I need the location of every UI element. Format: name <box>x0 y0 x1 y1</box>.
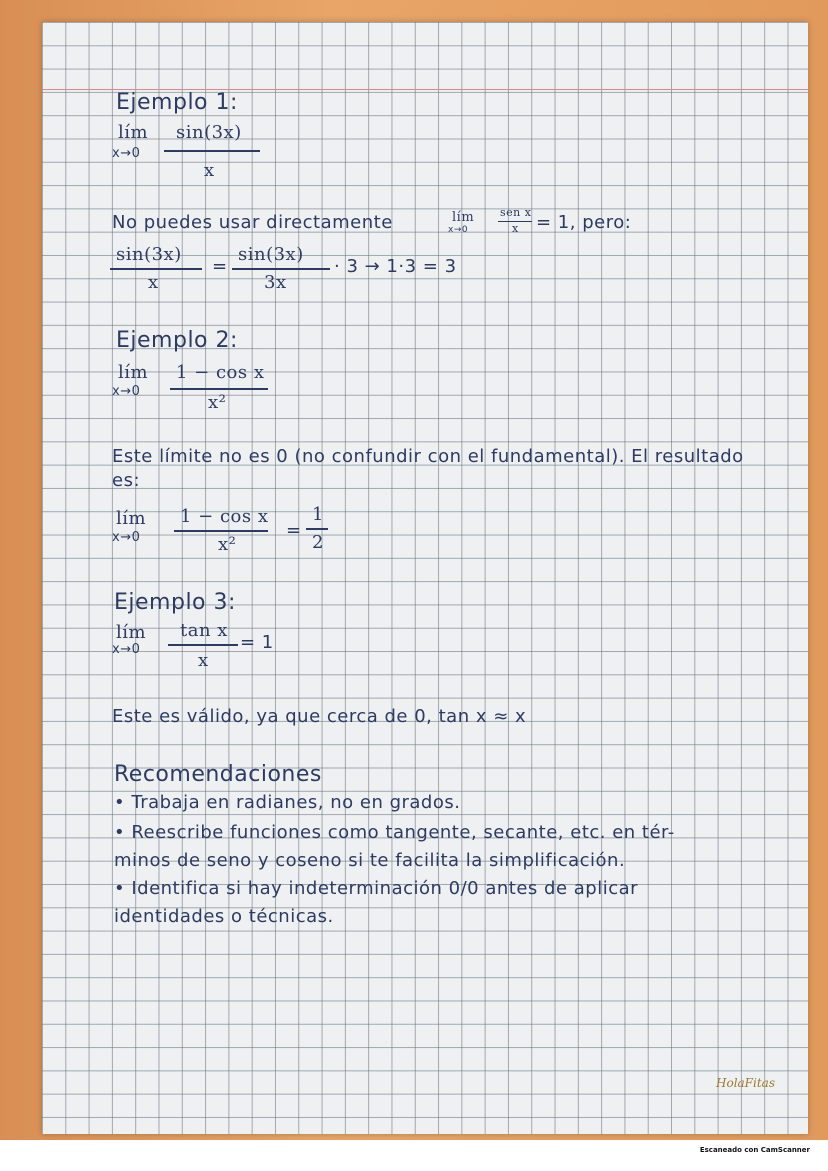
example-3-tail: = 1 <box>240 632 274 653</box>
example-1-fraction-bar <box>164 150 260 152</box>
result-2-numerator: 1 − cos x <box>180 506 269 527</box>
result-2-equals: = <box>286 520 302 541</box>
result-2-value-num: 1 <box>312 504 324 525</box>
example-2-title: Ejemplo 2: <box>116 328 238 353</box>
example-1-numerator: sin(3x) <box>176 122 242 143</box>
watermark-logo: HolaFitas <box>716 1076 775 1090</box>
rewrite-den-2: 3x <box>264 272 287 293</box>
recommendations-title: Recomendaciones <box>114 762 322 787</box>
example-2-lim: lím <box>118 362 149 383</box>
recommendation-3-line-2: identidades o técnicas. <box>114 906 334 927</box>
note-1-fraction-den: x <box>512 222 519 235</box>
result-2-value-den: 2 <box>312 532 324 553</box>
rewrite-den-1: x <box>148 272 159 293</box>
rewrite-bar-2 <box>232 268 330 270</box>
example-1-lim-sub: x→0 <box>112 146 141 161</box>
result-2-lim: lím <box>116 508 147 529</box>
example-2-denominator: x² <box>208 392 227 413</box>
example-3-numerator: tan x <box>180 620 228 641</box>
example-3-denominator: x <box>198 650 209 671</box>
recommendation-3-line-1: • Identifica si hay indeterminación 0/0 antes de aplicar <box>114 878 639 899</box>
example-1-title: Ejemplo 1: <box>116 90 238 115</box>
result-2-lim-sub: x→0 <box>112 530 141 545</box>
result-2-fraction-bar <box>174 530 268 532</box>
result-2-denominator: x² <box>218 534 237 555</box>
rewrite-equals: = <box>212 256 228 277</box>
rewrite-num-1: sin(3x) <box>116 244 182 265</box>
note-1-text: No puedes usar directamente <box>112 212 393 233</box>
note-2-line-1: Este límite no es 0 (no confundir con el fundamental). El resultado <box>112 446 744 467</box>
note-2-line-2: es: <box>112 470 141 491</box>
note-3: Este es válido, ya que cerca de 0, tan x ≈ x <box>112 706 527 727</box>
example-2-fraction-bar <box>170 388 268 390</box>
recommendation-2-line-2: minos de seno y coseno si te facilita la simplificación. <box>114 850 626 871</box>
example-2-numerator: 1 − cos x <box>176 362 265 383</box>
rewrite-bar-1 <box>110 268 202 270</box>
grid-paper-sheet <box>42 22 808 1134</box>
note-1-fraction-num: sen x <box>500 206 532 219</box>
rewrite-tail: · 3 → 1·3 = 3 <box>334 256 457 277</box>
example-1-denominator: x <box>204 160 215 181</box>
recommendation-1: • Trabaja en radianes, no en grados. <box>114 792 461 813</box>
scanner-footer: Escaneado con CamScanner <box>699 1146 810 1154</box>
result-2-value-bar <box>306 528 328 530</box>
recommendation-2-line-1: • Reescribe funciones como tangente, secante, etc. en tér- <box>114 822 675 843</box>
example-2-lim-sub: x→0 <box>112 384 141 399</box>
note-1-tail: = 1, pero: <box>536 212 632 233</box>
note-1-lim-sub: x→0 <box>448 225 469 235</box>
example-3-title: Ejemplo 3: <box>114 590 236 615</box>
example-1-lim: lím <box>118 122 149 143</box>
example-3-lim: lím <box>116 622 147 643</box>
rewrite-num-2: sin(3x) <box>238 244 304 265</box>
note-1-lim: lím <box>452 210 475 225</box>
example-3-fraction-bar <box>168 644 238 646</box>
example-3-lim-sub: x→0 <box>112 642 141 657</box>
